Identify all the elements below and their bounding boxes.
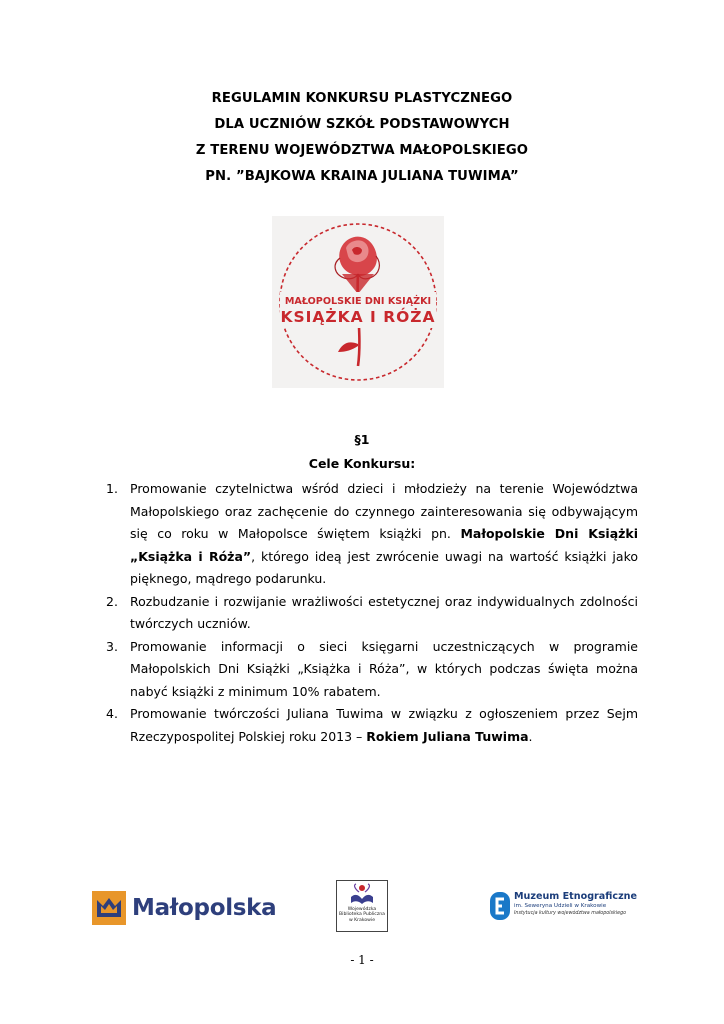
- list-item: [106, 478, 638, 591]
- section-number: §1: [354, 432, 370, 447]
- goals-list: [106, 478, 638, 748]
- book-figure-icon: [347, 883, 377, 907]
- title-line-1: REGULAMIN KONKURSU PLASTYCZNEGO: [211, 91, 513, 106]
- list-number: 1.: [106, 481, 118, 496]
- goal-text: Rozbudzanie i rozwijanie wrażliwości estetycznej oraz indywidualnych zdolności twórczych uczniów.: [130, 593, 638, 631]
- list-item: [106, 636, 638, 704]
- wbp-line-2: Biblioteka Publiczna: [339, 912, 385, 918]
- document-title: [0, 86, 724, 190]
- malopolska-logo: [92, 891, 276, 925]
- muzeum-etnograficzne-logo: [490, 892, 637, 920]
- goal-bold-text: Rokiem Juliana Tuwima: [366, 728, 529, 744]
- title-line-2: DLA UCZNIÓW SZKÓŁ PODSTAWOWYCH: [214, 117, 510, 132]
- wbp-krakow-logo: [336, 880, 388, 932]
- goal-text: Promowanie twórczości Juliana Tuwima w związku z ogłoszeniem przez Sejm Rzeczypospolitej Polskiej roku 2013 –: [130, 706, 638, 744]
- list-item: [106, 703, 638, 748]
- museum-name: Muzeum Etnograficzne: [514, 891, 637, 902]
- malopolska-wordmark: Małopolska: [132, 895, 277, 921]
- list-number: 2.: [106, 593, 118, 609]
- wbp-line-3: w Krakowie: [348, 917, 376, 923]
- title-line-3: Z TERENU WOJEWÓDZTWA MAŁOPOLSKIEGO: [195, 143, 529, 158]
- list-number: 4.: [106, 706, 118, 721]
- goal-text-end: .: [528, 728, 533, 744]
- list-number: 3.: [106, 638, 118, 654]
- museum-institution: Instytucja kultury województwa małopolskiego: [514, 910, 627, 916]
- museum-e-icon: [490, 892, 510, 920]
- goal-bold-text: Małopolskie Dni Książki „Książka i Róża”: [130, 526, 638, 564]
- logo-line-2: KSIĄŻKA I RÓŻA: [280, 308, 436, 326]
- list-item: [106, 591, 638, 636]
- ksiazka-i-roza-logo: [272, 216, 444, 388]
- title-line-4: PN. ”BAJKOWA KRAINA JULIANA TUWIMA”: [205, 169, 519, 184]
- goal-text: Promowanie czytelnictwa wśród dzieci i młodzieży na terenie Województwa Małopolskiego oraz zachęcenie do czynnego zainteresowania się odbywającym się co roku w Małopolsce świętem książki pn.: [130, 481, 638, 541]
- malopolska-crown-icon: [92, 891, 126, 925]
- section-heading: Cele Konkursu:: [308, 456, 416, 471]
- logo-line-1: MAŁOPOLSKIE DNI KSIĄŻKI: [284, 296, 432, 307]
- goal-text: Promowanie informacji o sieci księgarni uczestniczących w programie Małopolskich Dni Książki „Książka i Róża”, w których podczas święta można nabyć książki z minimum 10% rabatem.: [130, 638, 638, 699]
- footer-logos: [0, 880, 724, 940]
- wbp-line-1: Wojewódzka: [347, 907, 377, 912]
- rose-emblem-icon: [272, 216, 444, 388]
- museum-subtitle: im. Seweryna Udzieli w Krakowie: [514, 902, 607, 909]
- page-number: - 1 -: [350, 953, 374, 967]
- goal-text-end: , którego ideą jest zwrócenie uwagi na wartość książki jako pięknego, mądrego podarunku.: [130, 548, 639, 586]
